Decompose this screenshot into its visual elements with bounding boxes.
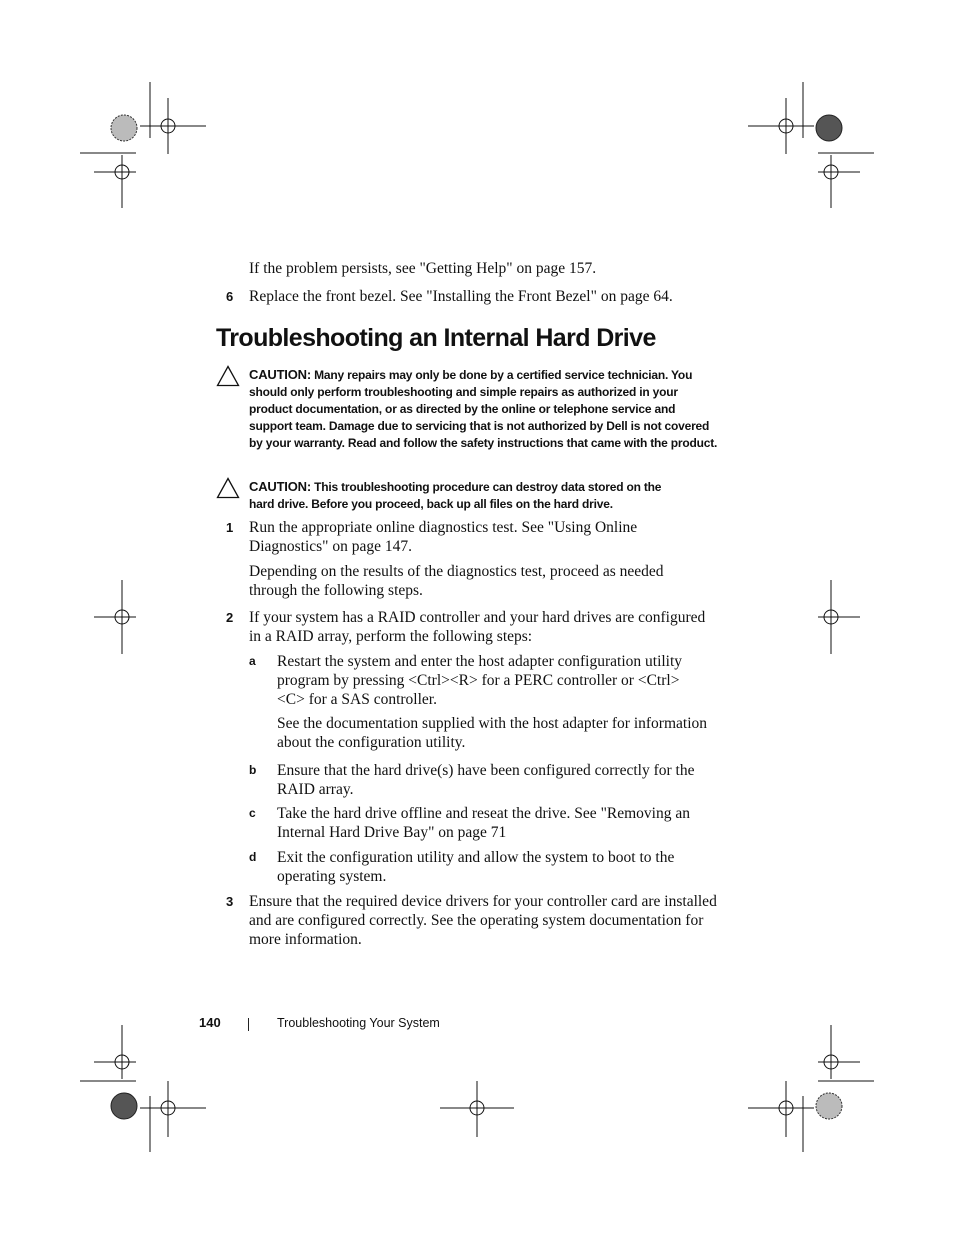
substep-text: Restart the system and enter the host adapter configuration utility program by pressing <Ctrl><R> for a PERC controller or <Ctrl><C> for a SAS controller. [277, 653, 683, 708]
caution-text: Many repairs may only be done by a certified service technician. You should only perform troubleshooting and simple repairs as authorized in your product documentation, or as directed by the online or telephone service and support team. Damage due to servicing that is not authorized by Dell is not covered by your warranty. Read and follow the safety instructions that came with the product. [249, 368, 718, 450]
substep-note: See the documentation supplied with the host adapter for information about the configuration utility. [277, 715, 708, 751]
step-text: If your system has a RAID controller and your hard drives are configured in a RAID array, perform the following steps: [249, 609, 706, 645]
step-number: 2 [226, 610, 234, 625]
substep-text: Exit the configuration utility and allow the system to boot to the operating system. [277, 849, 675, 885]
step-text: Replace the front bezel. See "Installing the Front Bezel" on page 64. [249, 288, 673, 305]
caution-label: CAUTION: [249, 479, 311, 494]
substep-letter: c [249, 806, 256, 820]
persist-note: If the problem persists, see "Getting Help" on page 157. [249, 260, 597, 277]
caution-triangle-icon [216, 477, 240, 499]
substep-text: Take the hard drive offline and reseat the drive. See "Removing an Internal Hard Drive Bay" on page 71 [277, 805, 690, 841]
footer-divider [248, 1018, 249, 1031]
chapter-title: Troubleshooting Your System [277, 1016, 440, 1030]
section-heading: Troubleshooting an Internal Hard Drive [216, 324, 656, 352]
step-number: 1 [226, 520, 234, 535]
caution-triangle-icon [216, 365, 240, 387]
page-number: 140 [199, 1015, 221, 1030]
caution-note [249, 366, 719, 452]
substep-text: Ensure that the hard drive(s) have been configured correctly for the RAID array. [277, 762, 695, 798]
step-text: Run the appropriate online diagnostics test. See "Using Online Diagnostics" on page 147. [249, 519, 638, 555]
step-text: Ensure that the required device drivers for your controller card are installed and are configured correctly. See the operating system documentation for more information. [249, 893, 717, 948]
caution-text: This troubleshooting procedure can destroy data stored on the hard drive. Before you proceed, back up all files on the hard drive. [249, 480, 662, 511]
substep-letter: a [249, 654, 256, 668]
step-note: Depending on the results of the diagnostics test, proceed as needed through the following steps. [249, 563, 664, 599]
substep-letter: d [249, 850, 257, 864]
substep-letter: b [249, 763, 257, 777]
step-number: 3 [226, 894, 234, 909]
caution-note [249, 478, 689, 513]
caution-label: CAUTION: [249, 367, 311, 382]
step-number: 6 [226, 289, 234, 304]
